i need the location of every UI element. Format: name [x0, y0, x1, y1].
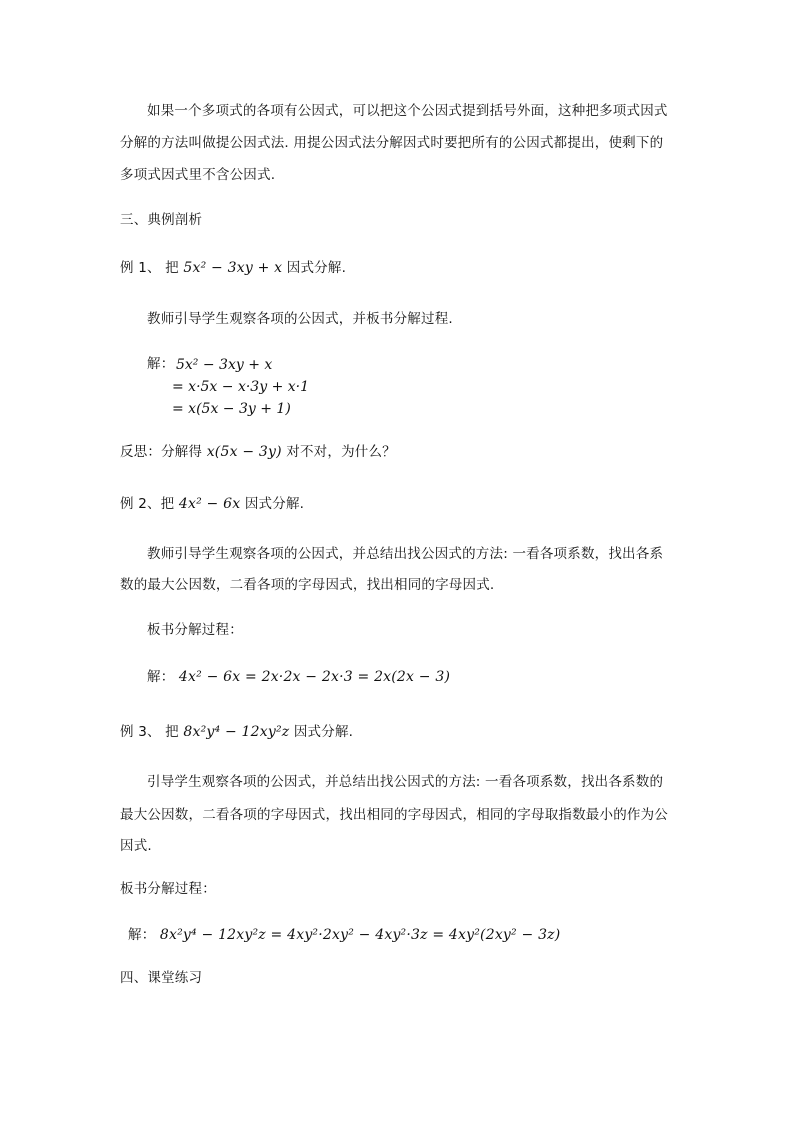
- section-4-title: 四、课堂练习: [120, 970, 203, 986]
- example-2-board-note: 板书分解过程：: [147, 622, 243, 638]
- example-1-solution-label: 解：: [147, 356, 175, 372]
- example-1-guide: 教师引导学生观察各项的公因式，并板书分解过程.: [147, 311, 453, 327]
- example-1-heading: [120, 258, 346, 278]
- example-2-expression: 4x² − 6x: [178, 496, 241, 512]
- intro-line-2: 分解的方法叫做提公因式法. 用提公因式法分解因式时要把所有的公因式都提出，使剩下的: [120, 135, 664, 151]
- example-3-heading: [120, 722, 353, 742]
- reflection-label: 反思：分解得: [120, 444, 203, 460]
- example-2-solution: [147, 667, 450, 687]
- example-2-suffix: 因式分解.: [244, 496, 305, 512]
- example-1-label: 例 1、 把: [120, 260, 179, 276]
- example-3-board-note: 板书分解过程：: [120, 881, 216, 897]
- example-1-reflection: [120, 442, 396, 462]
- example-2-guide-line-1: 教师引导学生观察各项的公因式，并总结出找公因式的方法: 一看各项系数，找出各系: [147, 546, 664, 562]
- example-2-guide-line-2: 数的最大公因数，二看各项的字母因式，找出相同的字母因式.: [120, 577, 495, 593]
- example-1-suffix: 因式分解.: [286, 260, 347, 276]
- example-1-expression: 5x² − 3xy + x: [183, 260, 283, 276]
- intro-line-3: 多项式因式里不含公因式.: [120, 167, 276, 183]
- reflection-expression: x(5x − 3y): [206, 444, 282, 460]
- example-3-guide-line-2: 最大公因数，二看各项的字母因式，找出相同的字母因式，相同的字母取指数最小的作为公: [120, 807, 668, 823]
- example-3-guide-line-3: 因式.: [120, 838, 152, 854]
- example-2-solution-expression: 4x² − 6x = 2x·2x − 2x·3 = 2x(2x − 3): [178, 669, 451, 685]
- example-2-solution-label: 解：: [147, 669, 175, 685]
- section-3-title: 三、典例剖析: [120, 212, 203, 228]
- example-3-label: 例 3、 把: [120, 724, 179, 740]
- example-2-heading: [120, 494, 304, 514]
- example-3-guide-line-1: 引导学生观察各项的公因式，并总结出找公因式的方法: 一看各项系数，找出各系数的: [147, 774, 664, 790]
- example-1-step-2: = x·5x − x·3y + x·1: [172, 379, 310, 395]
- example-3-solution-expression: 8x²y⁴ − 12xy²z = 4xy²·2xy² − 4xy²·3z = 4xy²(2xy² − 3z): [159, 927, 561, 943]
- example-3-suffix: 因式分解.: [293, 724, 354, 740]
- reflection-suffix: 对不对，为什么？: [286, 444, 396, 460]
- example-1-step-3: = x(5x − 3y + 1): [172, 401, 291, 417]
- example-3-expression: 8x²y⁴ − 12xy²z: [183, 724, 290, 740]
- example-3-solution: [128, 925, 560, 945]
- example-1-step-1: 5x² − 3xy + x: [176, 357, 273, 373]
- example-3-solution-label: 解：: [128, 927, 156, 943]
- example-2-label: 例 2、把: [120, 496, 175, 512]
- intro-line-1: 如果一个多项式的各项有公因式，可以把这个公因式提到括号外面，这种把多项式因式: [147, 103, 668, 119]
